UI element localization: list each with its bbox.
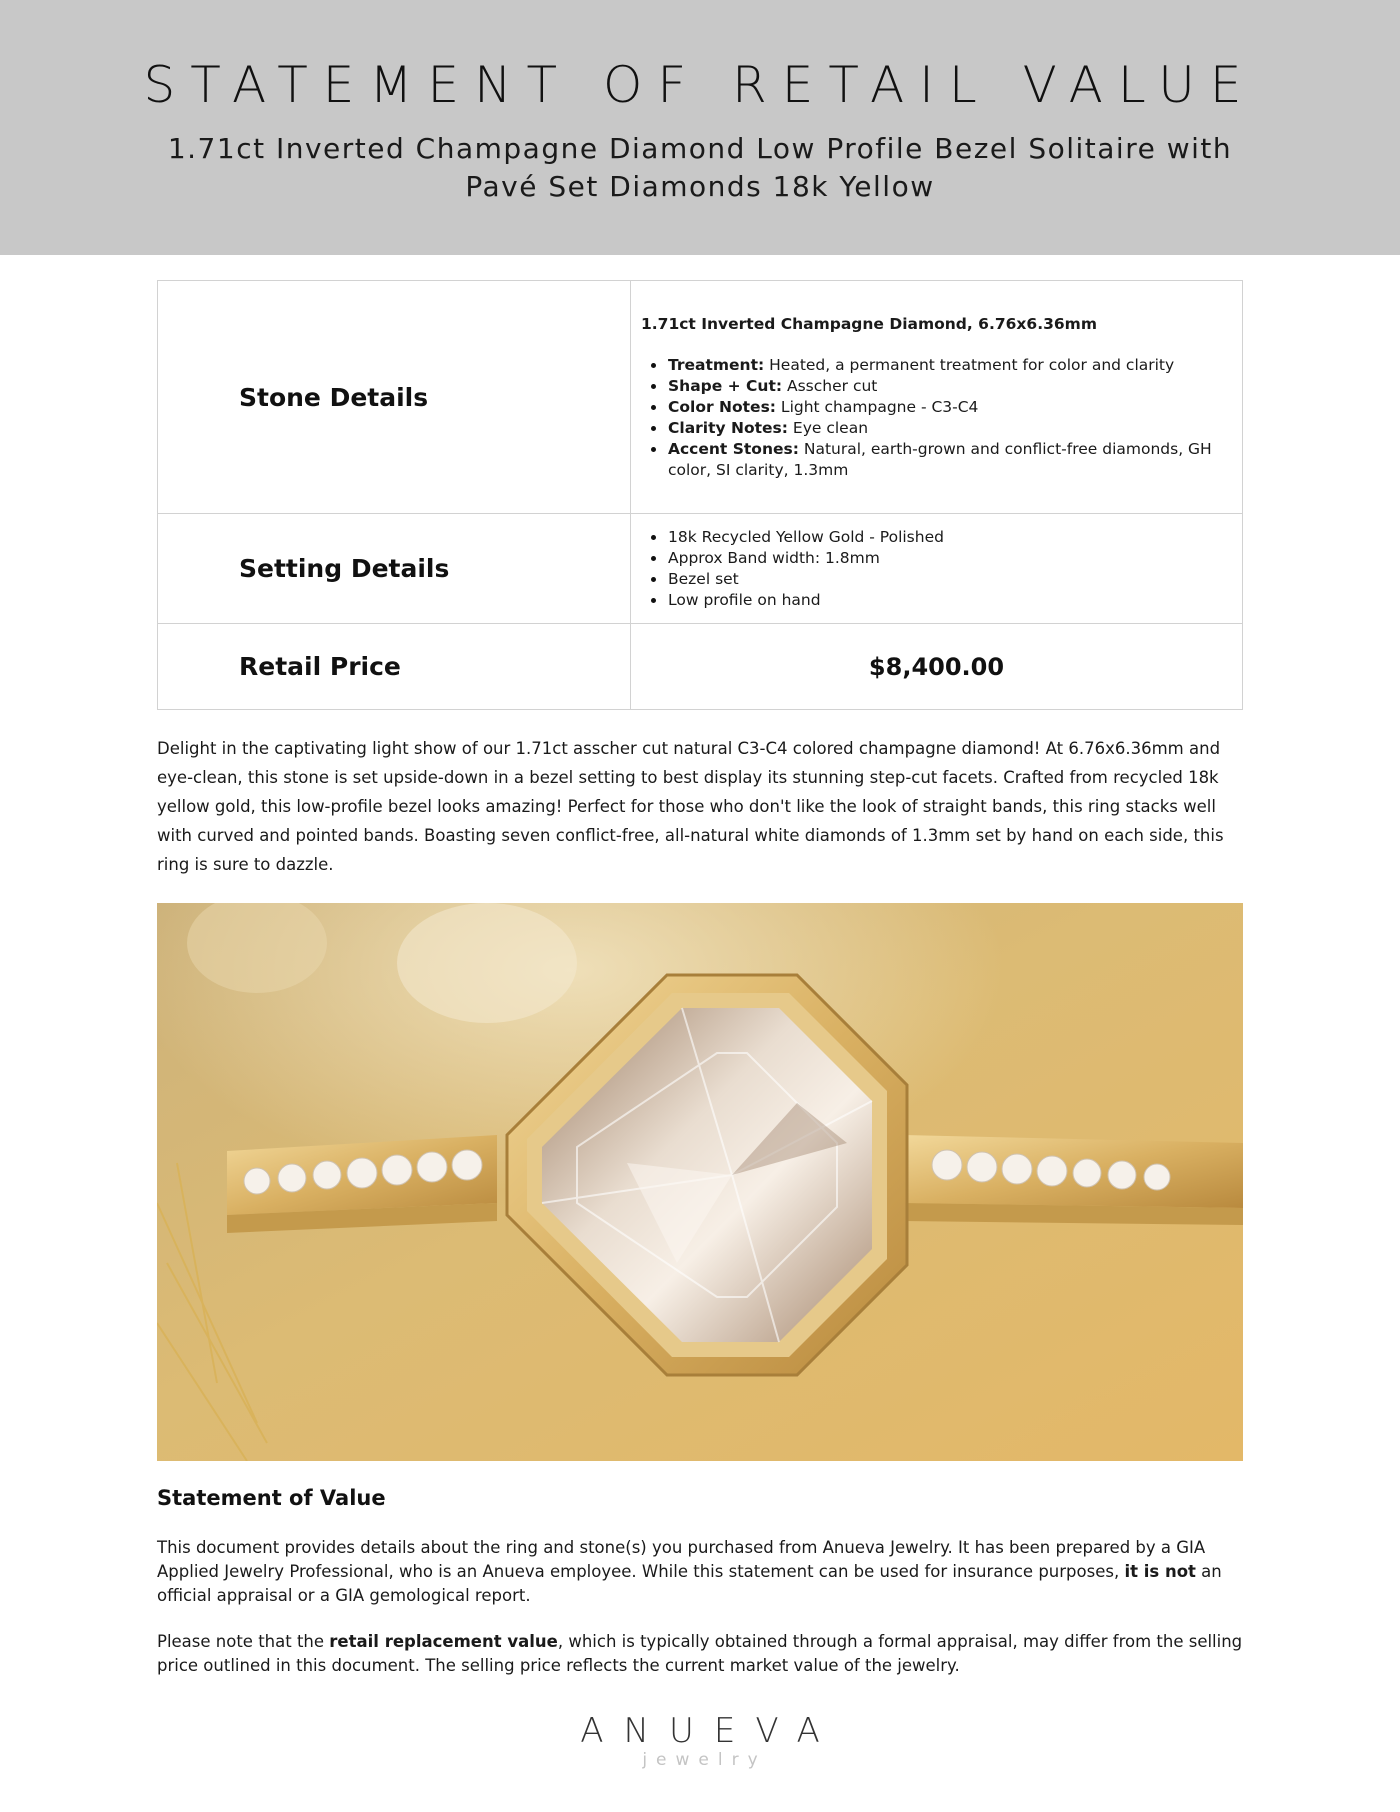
product-title: 1.71ct Inverted Champagne Diamond Low Profile Bezel Solitaire with Pavé Set Diamonds 18k Yellow bbox=[167, 132, 1233, 203]
item-key: Accent Stones: bbox=[668, 439, 799, 458]
stone-heading: 1.71ct Inverted Champagne Diamond, 6.76x6.36mm bbox=[641, 314, 1097, 333]
stone-details-label: Stone Details bbox=[158, 281, 631, 514]
item-value: Eye clean bbox=[787, 418, 869, 437]
stone-details-row bbox=[158, 281, 1243, 514]
list-item bbox=[641, 397, 1218, 418]
setting-details-row bbox=[158, 514, 1243, 624]
list-item bbox=[641, 418, 1218, 439]
stone-details-content bbox=[631, 281, 1243, 514]
item-key: Clarity Notes: bbox=[668, 418, 788, 437]
product-description: Delight in the captivating light show of our 1.71ct asscher cut natural C3-C4 colored champagne diamond! At 6.76x6.36mm and eye-clean, this stone is set upside-down in a bezel setting to best display its stunning step-cut facets. Crafted from recycled 18k yellow gold, this low-profile bezel looks amazing! Perfect for those who don't like the look of straight bands, this ring stacks well with curved and pointed bands. Boasting seven conflict-free, all-natural white diamonds of 1.3mm set by hand on each side, this ring is sure to dazzle. bbox=[157, 739, 1224, 874]
statement-paragraph-2 bbox=[157, 1630, 1252, 1678]
item-value: Heated, a permanent treatment for color and clarity bbox=[764, 355, 1175, 374]
page-title: STATEMENT OF RETAIL VALUE bbox=[143, 56, 1257, 114]
logo-brand: ANUEVA bbox=[580, 1711, 840, 1751]
list-item: Low profile on hand bbox=[641, 590, 1218, 611]
item-key: Treatment: bbox=[668, 355, 765, 374]
bold-text: it is not bbox=[1124, 1562, 1196, 1581]
logo-sub: jewelry bbox=[642, 1750, 767, 1770]
list-item: Approx Band width: 1.8mm bbox=[641, 548, 1218, 569]
ring-illustration bbox=[157, 903, 1243, 1461]
anueva-logo bbox=[0, 1712, 1400, 1770]
item-value: Asscher cut bbox=[782, 376, 878, 395]
text-span: Please note that the bbox=[157, 1632, 330, 1651]
item-value: Light champagne - C3-C4 bbox=[776, 397, 979, 416]
retail-price-value: $8,400.00 bbox=[631, 624, 1243, 710]
setting-details-list bbox=[641, 527, 1218, 611]
page-header bbox=[0, 0, 1400, 255]
retail-price-row bbox=[158, 624, 1243, 710]
item-key: Shape + Cut: bbox=[668, 376, 783, 395]
item-value: Natural, earth-grown and conflict-free diamonds, GH color, SI clarity, 1.3mm bbox=[668, 439, 1212, 479]
bold-text: retail replacement value bbox=[329, 1632, 558, 1651]
ring-photo bbox=[157, 903, 1243, 1461]
statement-paragraph-1 bbox=[157, 1536, 1252, 1608]
text-span: , which is typically obtained through a formal appraisal, may differ from the selling price outlined in this document. The selling price reflects the current market value of the jewelry. bbox=[157, 1632, 1243, 1675]
list-item: 18k Recycled Yellow Gold - Polished bbox=[641, 527, 1218, 548]
retail-price-label: Retail Price bbox=[158, 624, 631, 710]
list-item bbox=[641, 355, 1218, 376]
item-key: Color Notes: bbox=[668, 397, 776, 416]
setting-details-content bbox=[631, 514, 1243, 624]
details-table bbox=[157, 280, 1243, 710]
statement-title: Statement of Value bbox=[157, 1486, 386, 1510]
list-item bbox=[641, 439, 1218, 481]
list-item: Bezel set bbox=[641, 569, 1218, 590]
text-span: an official appraisal or a GIA gemological report. bbox=[157, 1562, 1222, 1605]
text-span: This document provides details about the ring and stone(s) you purchased from Anueva Jewelry. It has been prepared by a GIA Applied Jewelry Professional, who is an Anueva employee. While this statement can be used for insurance purposes, bbox=[157, 1538, 1206, 1581]
setting-details-label: Setting Details bbox=[158, 514, 631, 624]
stone-details-list bbox=[641, 355, 1218, 481]
list-item bbox=[641, 376, 1218, 397]
